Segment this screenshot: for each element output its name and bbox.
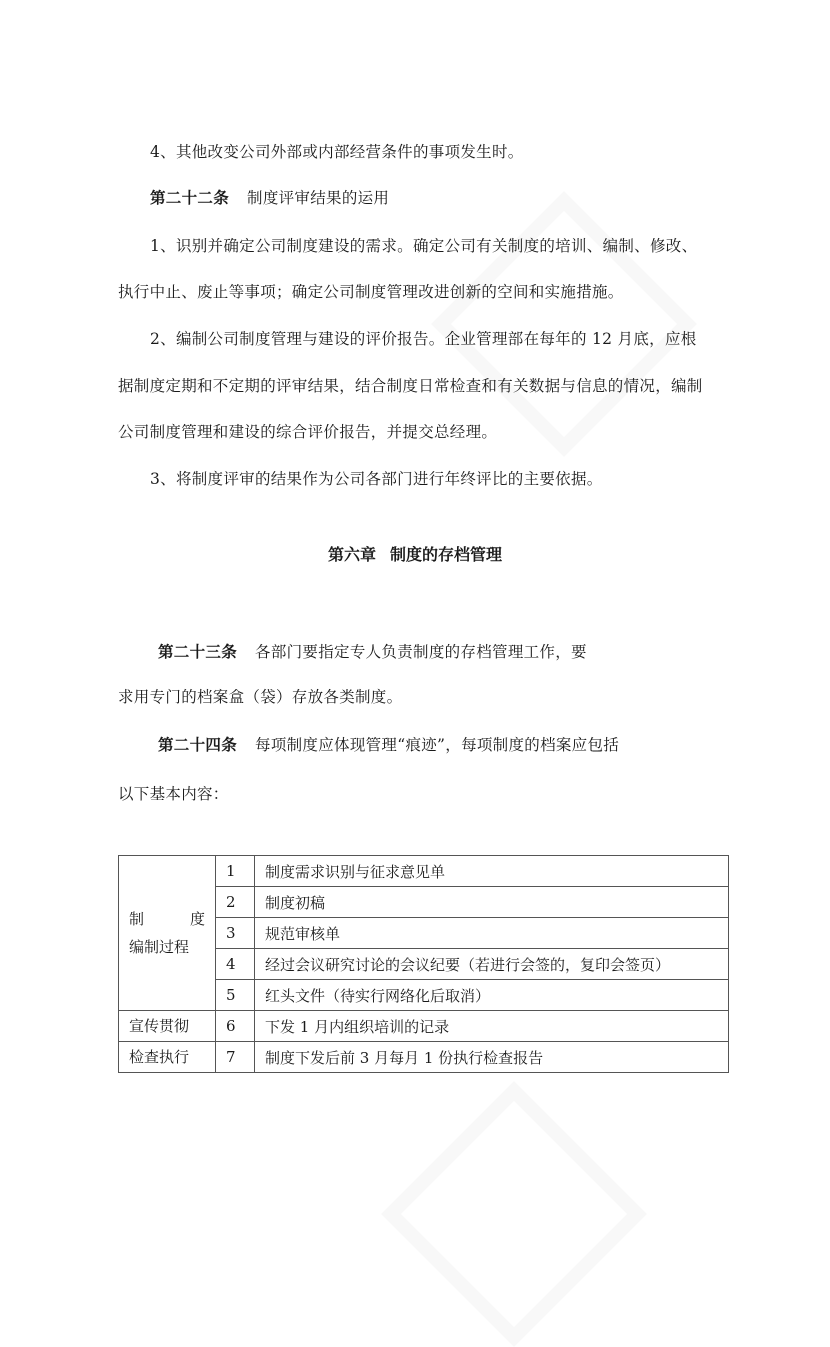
article-23 [158,642,587,662]
paragraph-2-line-1: 2、编制公司制度管理与建设的评价报告。企业管理部在每年的 12 月底，应根 [150,330,697,348]
article-24 [158,735,619,755]
watermark-shape [381,1081,647,1347]
row-item: 制度下发后前 3 月每月 1 份执行检查报告 [255,1042,729,1073]
row-item: 制度初稿 [255,887,729,918]
row-item: 规范审核单 [255,918,729,949]
row-item: 红头文件（待实行网络化后取消） [255,980,729,1011]
article-24-cont: 以下基本内容： [118,785,229,803]
table-row [119,856,729,887]
article-22 [150,188,389,208]
row-number: 5 [216,980,255,1011]
paragraph-2-line-2: 据制度定期和不定期的评审结果，结合制度日常检查和有关数据与信息的情况，编制 [118,377,703,395]
row-number: 6 [216,1011,255,1042]
group-label-part: 度 [189,910,205,928]
chapter-heading [0,542,830,565]
row-number: 7 [216,1042,255,1073]
article-22-title: 制度评审结果的运用 [247,189,390,207]
paragraph-2-line-3: 公司制度管理和建设的综合评价报告，并提交总经理。 [118,423,498,441]
row-number: 3 [216,918,255,949]
table-row [119,1042,729,1073]
row-item: 制度需求识别与征求意见单 [255,856,729,887]
paragraph-item-4: 4、其他改变公司外部或内部经营条件的事项发生时。 [150,143,524,161]
watermark-shape [431,191,697,457]
group-compilation [119,856,216,1011]
article-24-label: 第二十四条 [158,735,238,754]
row-number: 2 [216,887,255,918]
row-item: 经过会议研究讨论的会议纪要（若进行会签的，复印会签页） [255,949,729,980]
row-number: 4 [216,949,255,980]
chapter-title: 制度的存档管理 [390,545,503,564]
article-23-label: 第二十三条 [158,642,238,661]
paragraph-3: 3、将制度评审的结果作为公司各部门进行年终评比的主要依据。 [150,470,603,488]
chapter-label: 第六章 [327,545,376,564]
paragraph-1-line-1: 1、识别并确定公司制度建设的需求。确定公司有关制度的培训、编制、修改、 [150,237,698,255]
article-23-text: 各部门要指定专人负责制度的存档管理工作，要 [255,643,587,661]
article-24-text: 每项制度应体现管理“痕迹”，每项制度的档案应包括 [255,736,620,754]
group-label: 编制过程 [129,938,190,956]
row-number: 1 [216,856,255,887]
table-row [119,1011,729,1042]
group-inspection: 检查执行 [119,1042,216,1073]
archive-content-table [118,855,729,1073]
group-publicity: 宣传贯彻 [119,1011,216,1042]
group-label-part: 制 [129,910,145,928]
paragraph-1-line-2: 执行中止、废止等事项；确定公司制度管理改进创新的空间和实施措施。 [118,283,624,301]
article-23-cont: 求用专门的档案盒（袋）存放各类制度。 [118,688,403,706]
row-item: 下发 1 月内组织培训的记录 [255,1011,729,1042]
article-22-label: 第二十二条 [150,188,230,207]
